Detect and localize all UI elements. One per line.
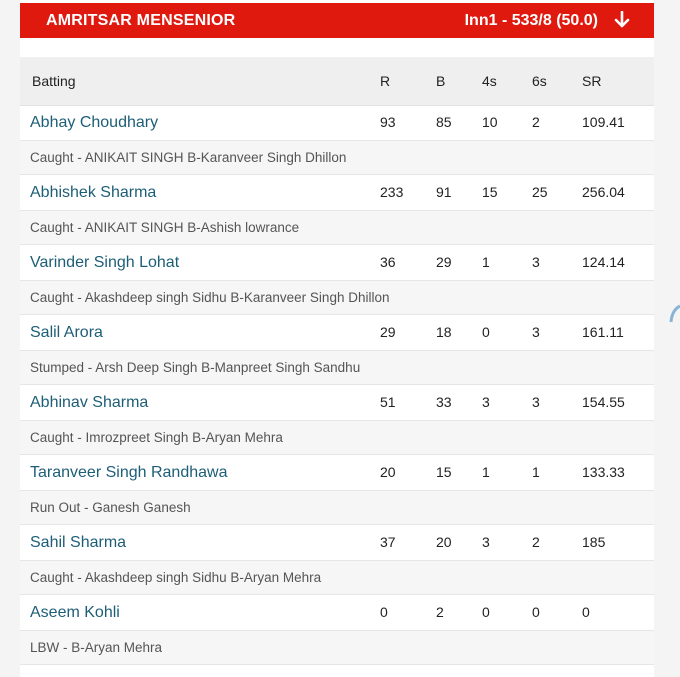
- team-name: AMRITSAR MENSENIOR: [46, 11, 236, 29]
- sixes: 3: [532, 394, 540, 410]
- scorecard-card: [20, 0, 654, 677]
- dismissal-row: [20, 351, 654, 385]
- balls: 91: [436, 184, 452, 200]
- col-strike-rate: SR: [582, 73, 602, 89]
- batter-row[interactable]: [20, 175, 654, 211]
- fours: 1: [482, 464, 490, 480]
- strike-rate: 161.11: [582, 324, 624, 340]
- strike-rate: 124.14: [582, 254, 625, 270]
- dismissal-text: Run Out - Ganesh Ganesh: [30, 500, 191, 515]
- fours: 3: [482, 394, 490, 410]
- balls: 29: [436, 254, 452, 270]
- sixes: 25: [532, 184, 548, 200]
- runs: 20: [380, 464, 396, 480]
- batter-row[interactable]: [20, 385, 654, 421]
- batting-table-header: [20, 57, 654, 106]
- batter-row[interactable]: [20, 525, 654, 561]
- batter-row[interactable]: [20, 245, 654, 281]
- runs: 29: [380, 324, 396, 340]
- dismissal-row: [20, 211, 654, 245]
- batter-name[interactable]: Sahil Sharma: [30, 534, 127, 551]
- strike-rate: 256.04: [582, 184, 625, 200]
- fours: 3: [482, 534, 490, 550]
- sixes: 2: [532, 534, 540, 550]
- batter-name[interactable]: Aseem Kohli: [30, 604, 120, 621]
- sixes: 3: [532, 254, 540, 270]
- balls: 85: [436, 114, 452, 130]
- batter-name[interactable]: Abhay Choudhary: [30, 114, 159, 131]
- fours: 0: [482, 604, 490, 620]
- dismissal-row: [20, 631, 654, 665]
- sixes: 0: [532, 604, 540, 620]
- balls: 33: [436, 394, 452, 410]
- dismissal-row: [20, 281, 654, 315]
- strike-rate: 154.55: [582, 394, 625, 410]
- runs: 51: [380, 394, 396, 410]
- dismissal-row: [20, 561, 654, 595]
- edge-decoration: [668, 300, 680, 340]
- balls: 2: [436, 604, 444, 620]
- dismissal-text: Stumped - Arsh Deep Singh B-Manpreet Singh Sandhu: [30, 360, 361, 375]
- dismissal-row: [20, 421, 654, 455]
- batter-name[interactable]: Abhishek Sharma: [30, 184, 157, 201]
- runs: 36: [380, 254, 396, 270]
- dismissal-text: Caught - Akashdeep singh Sidhu B-Karanveer Singh Dhillon: [30, 290, 390, 305]
- strike-rate: 133.33: [582, 464, 625, 480]
- dismissal-text: Caught - ANIKAIT SINGH B-Karanveer Singh Dhillon: [30, 150, 347, 165]
- col-batting: Batting: [32, 73, 76, 89]
- dismissal-text: LBW - B-Aryan Mehra: [30, 640, 163, 655]
- arrow-down-icon[interactable]: [614, 11, 630, 29]
- fours: 1: [482, 254, 490, 270]
- runs: 93: [380, 114, 396, 130]
- balls: 15: [436, 464, 452, 480]
- dismissal-text: Caught - ANIKAIT SINGH B-Ashish lowrance: [30, 220, 300, 235]
- sixes: 2: [532, 114, 540, 130]
- innings-score: Inn1 - 533/8 (50.0): [464, 11, 598, 29]
- runs: 233: [380, 184, 404, 200]
- strike-rate: 0: [582, 604, 590, 620]
- batter-name[interactable]: Abhinav Sharma: [30, 394, 149, 411]
- dismissal-row: [20, 491, 654, 525]
- fours: 0: [482, 324, 490, 340]
- balls: 20: [436, 534, 452, 550]
- runs: 37: [380, 534, 396, 550]
- fours: 15: [482, 184, 498, 200]
- batter-name[interactable]: Varinder Singh Lohat: [30, 254, 180, 271]
- runs: 0: [380, 604, 388, 620]
- batter-name[interactable]: Salil Arora: [30, 324, 103, 341]
- strike-rate: 109.41: [582, 114, 625, 130]
- batter-row[interactable]: [20, 105, 654, 141]
- batter-row[interactable]: [20, 455, 654, 491]
- balls: 18: [436, 324, 452, 340]
- sixes: 3: [532, 324, 540, 340]
- sixes: 1: [532, 464, 540, 480]
- batter-row[interactable]: [20, 315, 654, 351]
- col-sixes: 6s: [532, 73, 547, 89]
- batter-row[interactable]: [20, 595, 654, 631]
- strike-rate: 185: [582, 534, 606, 550]
- col-balls: B: [436, 73, 446, 89]
- batter-name[interactable]: Taranveer Singh Randhawa: [30, 464, 228, 481]
- dismissal-row: [20, 141, 654, 175]
- dismissal-text: Caught - Akashdeep singh Sidhu B-Aryan Mehra: [30, 570, 322, 585]
- innings-header[interactable]: [20, 3, 654, 38]
- fours: 10: [482, 114, 498, 130]
- dismissal-text: Caught - Imrozpreet Singh B-Aryan Mehra: [30, 430, 283, 445]
- col-runs: R: [380, 73, 391, 89]
- col-fours: 4s: [482, 73, 497, 89]
